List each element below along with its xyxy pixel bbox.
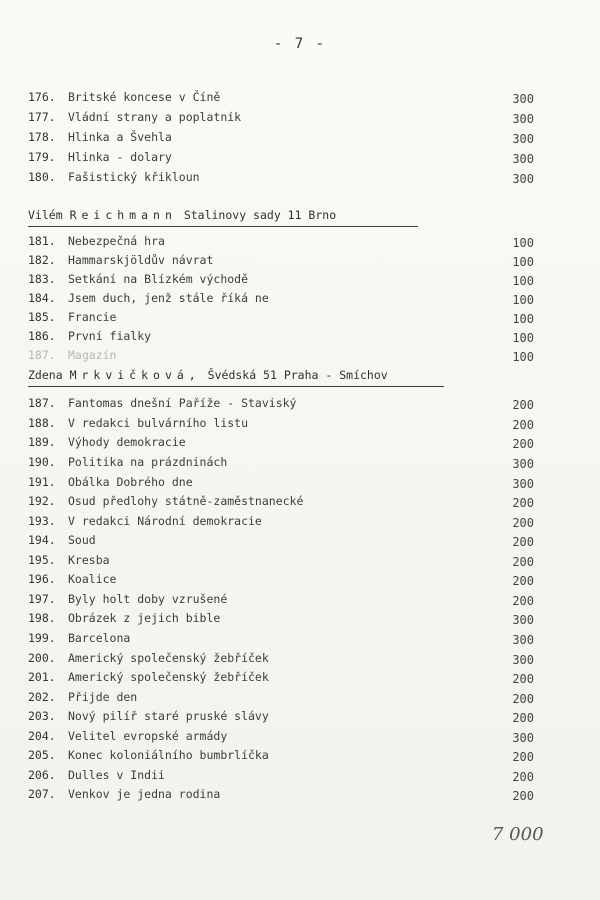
list-item bbox=[28, 590, 548, 608]
item-title: Kresba bbox=[68, 553, 110, 567]
author-first-name: Vilém bbox=[28, 208, 63, 222]
item-number: 177. bbox=[28, 110, 56, 124]
item-number: 206. bbox=[28, 768, 56, 782]
item-amount: 200 bbox=[512, 398, 534, 412]
list-item bbox=[28, 746, 548, 764]
item-title: Americký společenský žebříček bbox=[68, 651, 269, 665]
item-number: 207. bbox=[28, 787, 56, 801]
author-surname: Mrkvičková, bbox=[69, 368, 201, 382]
section-2-heading bbox=[28, 206, 418, 227]
list-item bbox=[28, 766, 548, 784]
item-amount: 300 bbox=[512, 132, 534, 146]
list-item bbox=[28, 394, 548, 412]
item-number: 197. bbox=[28, 592, 56, 606]
item-number: 193. bbox=[28, 514, 56, 528]
item-amount: 100 bbox=[512, 255, 534, 269]
item-amount: 200 bbox=[512, 574, 534, 588]
list-item bbox=[28, 168, 548, 186]
item-title: Koalice bbox=[68, 572, 117, 586]
item-title: Konec koloniálního bumbrlíčka bbox=[68, 748, 269, 762]
item-number: 189. bbox=[28, 435, 56, 449]
item-title: Setkání na Blízkém východě bbox=[68, 272, 249, 286]
item-amount: 300 bbox=[512, 92, 534, 106]
item-title: Výhody demokracie bbox=[68, 435, 186, 449]
item-title: Americký společenský žebříček bbox=[68, 670, 269, 684]
item-amount: 200 bbox=[512, 418, 534, 432]
item-amount: 100 bbox=[512, 350, 534, 364]
list-item bbox=[28, 629, 548, 647]
item-number: 180. bbox=[28, 170, 56, 184]
list-item bbox=[28, 570, 548, 588]
list-item bbox=[28, 649, 548, 667]
item-title: Přijde den bbox=[68, 690, 138, 704]
item-title: První fialky bbox=[68, 329, 152, 343]
item-number: 186. bbox=[28, 329, 56, 343]
item-amount: 300 bbox=[512, 613, 534, 627]
item-amount: 100 bbox=[512, 274, 534, 288]
list-item bbox=[28, 270, 548, 288]
author-address: Švédská 51 Praha - Smíchov bbox=[207, 368, 388, 382]
item-number: 188. bbox=[28, 416, 56, 430]
list-item bbox=[28, 308, 548, 326]
item-amount: 300 bbox=[512, 731, 534, 745]
list-item bbox=[28, 609, 548, 627]
list-item bbox=[28, 531, 548, 549]
list-item bbox=[28, 128, 548, 146]
item-number: 194. bbox=[28, 533, 56, 547]
item-title: Magazín bbox=[68, 348, 117, 362]
list-item bbox=[28, 88, 548, 106]
handwritten-total: 7 000 bbox=[492, 824, 544, 845]
item-title: Jsem duch, jenž stále říká ne bbox=[68, 291, 269, 305]
item-title: Dulles v Indii bbox=[68, 768, 165, 782]
item-number: 176. bbox=[28, 90, 56, 104]
list-item bbox=[28, 148, 548, 166]
item-amount: 200 bbox=[512, 437, 534, 451]
item-amount: 300 bbox=[512, 477, 534, 491]
item-amount: 200 bbox=[512, 770, 534, 784]
item-amount: 200 bbox=[512, 672, 534, 686]
item-number: 185. bbox=[28, 310, 56, 324]
author-address: Stalinovy sady 11 Brno bbox=[183, 208, 337, 222]
list-item bbox=[28, 512, 548, 530]
item-title: Obrázek z jejich bible bbox=[68, 611, 221, 625]
item-title: Nebezpečná hra bbox=[68, 234, 165, 248]
item-amount: 300 bbox=[512, 112, 534, 126]
item-number: 202. bbox=[28, 690, 56, 704]
list-item bbox=[28, 346, 548, 364]
item-amount: 100 bbox=[512, 331, 534, 345]
item-number: 200. bbox=[28, 651, 56, 665]
item-number: 205. bbox=[28, 748, 56, 762]
item-number: 203. bbox=[28, 709, 56, 723]
list-item bbox=[28, 327, 548, 345]
item-number: 179. bbox=[28, 150, 56, 164]
item-number: 182. bbox=[28, 253, 56, 267]
item-title: Fašistický křikloun bbox=[68, 170, 200, 184]
item-number: 198. bbox=[28, 611, 56, 625]
item-number: 199. bbox=[28, 631, 56, 645]
item-amount: 200 bbox=[512, 516, 534, 530]
item-amount: 300 bbox=[512, 152, 534, 166]
item-number: 178. bbox=[28, 130, 56, 144]
section-3-heading bbox=[28, 366, 444, 387]
item-amount: 300 bbox=[512, 457, 534, 471]
item-number: 192. bbox=[28, 494, 56, 508]
item-number: 190. bbox=[28, 455, 56, 469]
item-number: 183. bbox=[28, 272, 56, 286]
item-amount: 300 bbox=[512, 172, 534, 186]
item-amount: 200 bbox=[512, 692, 534, 706]
item-amount: 200 bbox=[512, 789, 534, 803]
item-title: Britské koncese v Číně bbox=[68, 90, 221, 104]
item-amount: 100 bbox=[512, 236, 534, 250]
item-title: Venkov je jedna rodina bbox=[68, 787, 221, 801]
item-number: 191. bbox=[28, 475, 56, 489]
list-item bbox=[28, 108, 548, 126]
list-item bbox=[28, 492, 548, 510]
item-title: Nový pilíř staré pruské slávy bbox=[68, 709, 269, 723]
item-title: Barcelona bbox=[68, 631, 131, 645]
item-title: Hlinka - dolary bbox=[68, 150, 172, 164]
item-title: Vládní strany a poplatník bbox=[68, 110, 242, 124]
list-item bbox=[28, 551, 548, 569]
item-title: Francie bbox=[68, 310, 117, 324]
item-amount: 200 bbox=[512, 594, 534, 608]
item-title: Byly holt doby vzrušené bbox=[68, 592, 228, 606]
item-title: V redakci Národní demokracie bbox=[68, 514, 262, 528]
item-title: Fantomas dnešní Paříže - Staviský bbox=[68, 396, 297, 410]
item-amount: 100 bbox=[512, 293, 534, 307]
item-number: 196. bbox=[28, 572, 56, 586]
item-amount: 200 bbox=[512, 496, 534, 510]
item-number: 187. bbox=[28, 396, 56, 410]
list-item bbox=[28, 453, 548, 471]
item-amount: 300 bbox=[512, 653, 534, 667]
item-amount: 300 bbox=[512, 633, 534, 647]
list-item bbox=[28, 232, 548, 250]
list-item bbox=[28, 433, 548, 451]
item-title: Obálka Dobrého dne bbox=[68, 475, 193, 489]
list-item bbox=[28, 251, 548, 269]
list-item bbox=[28, 473, 548, 491]
item-title: Soud bbox=[68, 533, 96, 547]
item-title: Velitel evropské armády bbox=[68, 729, 228, 743]
item-amount: 200 bbox=[512, 535, 534, 549]
item-amount: 200 bbox=[512, 750, 534, 764]
item-number: 204. bbox=[28, 729, 56, 743]
item-title: Hammarskjöldův návrat bbox=[68, 253, 214, 267]
item-title: Hlinka a Švehla bbox=[68, 130, 172, 144]
item-number: 187. bbox=[28, 348, 56, 362]
item-title: V redakci bulvárního listu bbox=[68, 416, 249, 430]
item-amount: 200 bbox=[512, 555, 534, 569]
item-title: Osud předlohy státně-zaměstnanecké bbox=[68, 494, 304, 508]
item-number: 201. bbox=[28, 670, 56, 684]
author-first-name: Zdena bbox=[28, 368, 63, 382]
list-item bbox=[28, 727, 548, 745]
list-item bbox=[28, 688, 548, 706]
item-number: 195. bbox=[28, 553, 56, 567]
list-item bbox=[28, 414, 548, 432]
item-number: 181. bbox=[28, 234, 56, 248]
item-title: Politika na prázdninách bbox=[68, 455, 228, 469]
item-number: 184. bbox=[28, 291, 56, 305]
list-item bbox=[28, 668, 548, 686]
item-amount: 200 bbox=[512, 711, 534, 725]
list-item bbox=[28, 289, 548, 307]
page-number: - 7 - bbox=[273, 36, 327, 52]
list-item bbox=[28, 707, 548, 725]
item-amount: 100 bbox=[512, 312, 534, 326]
author-surname: Reichmann bbox=[69, 208, 177, 222]
list-item bbox=[28, 785, 548, 803]
